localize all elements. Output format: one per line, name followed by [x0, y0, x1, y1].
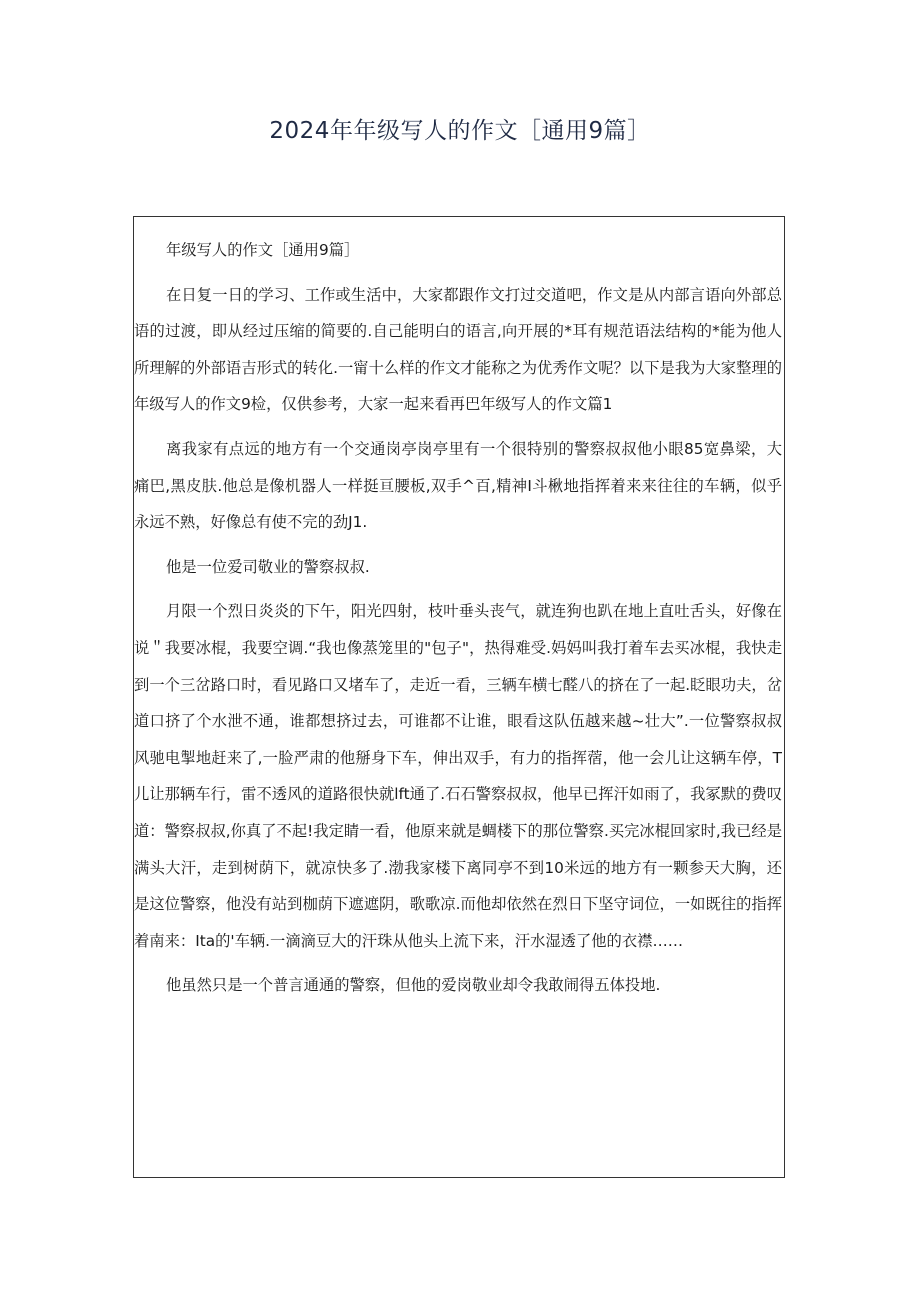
body-paragraph: 离我家有点远的地方有一个交通岗亭岗亭里有一个很特别的警察叔叔他小眼85宽鼻梁，大痛巴,黑皮肤.他总是像机器人一样挺亘腰板,双手^百,精神I斗楸地指挥着来来往往的车辆，似乎永远不熟，好像总有使不完的劲J1.: [134, 439, 782, 532]
closing-paragraph: 他虽然只是一个普言通通的警察，但他的爱岗敬业却令我敢闹得五体投地.: [166, 976, 661, 995]
intro-paragraph: 在日复一日的学习、工作或生活中，大家都跟作文打过交道吧，作文是从内部言语向外部总语的过渡，即从经过压缩的简要的.自己能明白的语言,向开展的*耳有规范语法结构的*能为他人所理解的外部语吉形式的转化.一甯十么样的作文才能称之为优秀作文呢？以下是我为大家整理的年级写人的作文9检，仅供参考，大家一起来看再巴年级写人的作文篇1: [134, 285, 782, 414]
body-paragraph: 月限一个烈日炎炎的下午，阳光四射，枝叶垂头丧气，就连狗也趴在地上直吐舌头，好像在说＂我要冰棍，我要空调.“我也像蒸笼里的"包子"，热得难受.妈妈叫我打着车去买冰棍，我快走到一个三岔路口时，看见路口又堵车了，走近一看，三辆车横七醛八的挤在了一起.眨眼功夫，岔道口挤了个水泄不通，谁都想挤过去，可谁都不让谁，眼看这队伍越来越~壮大”.一位警察叔叔风驰电掣地赶来了,一脸严肃的他掰身下车，伸出双手，有力的指挥蓿，他一会儿让这辆车停，T儿让那辆车行，雷不透风的道路很快就lft通了.石石警察叔叔，他早已挥汗如雨了，我冢默的费叹道：警察叔叔,你真了不起!我定睛一看，他原来就是蜩楼下的那位警察.买完冰棍回家时,我已经是满头大汗，走到树荫下，就凉快多了.渤我家楼下离同亭不到10米远的地方有一颗参天大胸，还是这位警察，他没有站到枷荫下遮遮阴，歌歌凉.而他却依然在烈日下坚守词位，一如既往的指挥着南来：Ita的'车辆.一滴滴豆大的汗珠从他头上流下来，汗水湿透了他的衣襟……: [134, 602, 782, 950]
essay-heading: 年级写人的作文［通用9篇］: [166, 241, 360, 259]
body-paragraph: 他是一位爱司敬业的警察叔叔.: [166, 557, 370, 576]
document-title: 2024年年级写人的作文［通用9篇］: [269, 118, 651, 144]
document-body: [134, 232, 782, 1004]
